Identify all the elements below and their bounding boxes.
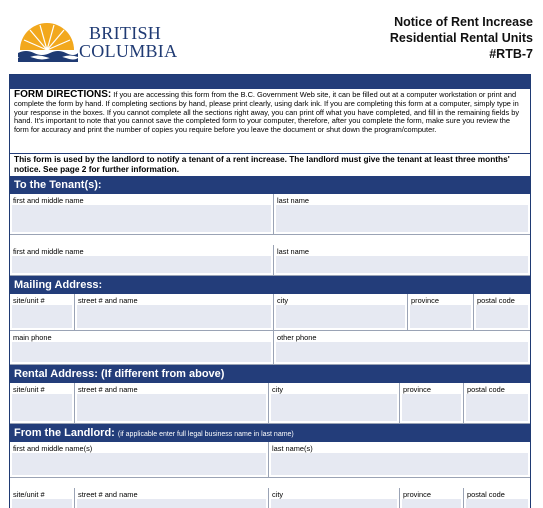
bc-government-logo (16, 20, 176, 64)
bc-sun-logo-icon (16, 20, 78, 62)
field-label: other phone (277, 333, 317, 342)
field-label: site/unit # (13, 385, 45, 394)
field-label: site/unit # (13, 296, 45, 305)
landlord-last-name-input[interactable] (271, 453, 528, 475)
mailing-city-cell (274, 294, 408, 330)
landlord-first-name-cell (10, 442, 269, 477)
rental-city-cell (269, 383, 400, 423)
landlord-site-input[interactable] (12, 499, 72, 508)
other-phone-input[interactable] (276, 342, 528, 362)
mailing-street-input[interactable] (77, 305, 271, 328)
form-title-line1: Notice of Rent Increase (394, 15, 533, 29)
landlord-street-input[interactable] (77, 499, 266, 508)
landlord-heading-note: (if applicable enter full legal business name in last name) (117, 431, 294, 438)
main-phone-input[interactable] (12, 342, 271, 362)
mailing-phone-row (10, 331, 530, 365)
mailing-postal-cell (474, 294, 530, 330)
landlord-postal-cell (464, 488, 530, 508)
tenant-row-2 (10, 245, 530, 276)
rental-street-input[interactable] (77, 394, 266, 421)
directions-heading: FORM DIRECTIONS: (14, 89, 112, 100)
directions-body: If you are accessing this form from the B.C. Government Web site, it can be filled out at a computer workstation or print and complete the form by hand. If completing sections by hand, please print clearly, using dark ink. If you are completing this form at a computer, simply type in your response in the boxes. If you cannot complete all the sections right away, you can print off what you have completed, and fill in the remaining fields by hand. It's important to note that you cannot save the completed form to your computer, therefore, after you complete the form, make sure you review the form for accuracy and print the number of copies you require before you leave the document or shut down the program/computer. (14, 90, 520, 135)
field-label: province (403, 385, 431, 394)
field-label: street # and name (78, 296, 138, 305)
field-label: province (411, 296, 439, 305)
spacer (10, 235, 530, 245)
field-label: city (272, 385, 284, 394)
mailing-province-cell (408, 294, 474, 330)
logo-text-columbia: COLUMBIA (79, 41, 178, 61)
form-number: #RTB-7 (489, 47, 533, 61)
field-label: last name (277, 196, 310, 205)
field-label: province (403, 490, 431, 499)
field-label: site/unit # (13, 490, 45, 499)
field-label: first and middle name (13, 247, 84, 256)
landlord-last-name-cell (269, 442, 530, 477)
tenant-last-name-2-cell (274, 245, 530, 275)
field-label: first and middle name (13, 196, 84, 205)
mailing-postal-input[interactable] (476, 305, 528, 328)
form-top-bar (10, 75, 530, 89)
tenant-last-name-1-cell (274, 194, 530, 234)
field-label: postal code (467, 385, 505, 394)
field-label: main phone (13, 333, 52, 342)
rental-postal-input[interactable] (466, 394, 528, 421)
mailing-city-input[interactable] (276, 305, 405, 328)
landlord-address-row (10, 488, 530, 508)
field-label: first and middle name(s) (13, 444, 93, 453)
landlord-postal-input[interactable] (466, 499, 528, 508)
rental-city-input[interactable] (271, 394, 397, 421)
rental-site-cell (10, 383, 75, 423)
tenant-row-1 (10, 194, 530, 235)
rental-province-input[interactable] (402, 394, 461, 421)
landlord-site-cell (10, 488, 75, 508)
landlord-province-cell (400, 488, 464, 508)
rental-province-cell (400, 383, 464, 423)
tenant-first-name-1-input[interactable] (12, 205, 271, 232)
page-header (0, 0, 543, 72)
notice-text: This form is used by the landlord to notify a tenant of a rent increase. The landlord must give the tenant at least three months' notice. See page 2 for further information. (14, 154, 510, 174)
mailing-street-cell (75, 294, 274, 330)
rental-postal-cell (464, 383, 530, 423)
main-phone-cell (10, 331, 274, 364)
rental-street-cell (75, 383, 269, 423)
landlord-heading-text: From the Landlord: (14, 427, 115, 439)
section-mailing-heading: Mailing Address: (10, 276, 530, 294)
mailing-province-input[interactable] (410, 305, 471, 328)
section-landlord-heading (10, 424, 530, 442)
landlord-city-input[interactable] (271, 499, 397, 508)
spacer (10, 478, 530, 488)
tenant-first-name-2-cell (10, 245, 274, 275)
logo-text-british: BRITISH (89, 23, 162, 43)
landlord-street-cell (75, 488, 269, 508)
tenant-last-name-2-input[interactable] (276, 256, 528, 273)
form-directions (10, 89, 530, 154)
field-label: last name (277, 247, 310, 256)
landlord-city-cell (269, 488, 400, 508)
rent-increase-form (9, 74, 531, 508)
section-rental-heading: Rental Address: (If different from above) (10, 365, 530, 383)
form-title (390, 14, 533, 62)
field-label: postal code (467, 490, 505, 499)
section-tenant-heading: To the Tenant(s): (10, 176, 530, 194)
tenant-last-name-1-input[interactable] (276, 205, 528, 232)
landlord-name-row (10, 442, 530, 478)
tenant-first-name-2-input[interactable] (12, 256, 271, 273)
field-label: city (277, 296, 289, 305)
form-title-line2: Residential Rental Units (389, 31, 533, 45)
field-label: city (272, 490, 284, 499)
field-label: postal code (477, 296, 515, 305)
tenant-first-name-1-cell (10, 194, 274, 234)
mailing-site-input[interactable] (12, 305, 72, 328)
mailing-site-cell (10, 294, 75, 330)
landlord-province-input[interactable] (402, 499, 461, 508)
landlord-first-name-input[interactable] (12, 453, 266, 475)
rental-site-input[interactable] (12, 394, 72, 421)
other-phone-cell (274, 331, 530, 364)
field-label: street # and name (78, 385, 138, 394)
mailing-address-row (10, 294, 530, 331)
field-label: street # and name (78, 490, 138, 499)
field-label: last name(s) (272, 444, 313, 453)
rental-address-row (10, 383, 530, 424)
